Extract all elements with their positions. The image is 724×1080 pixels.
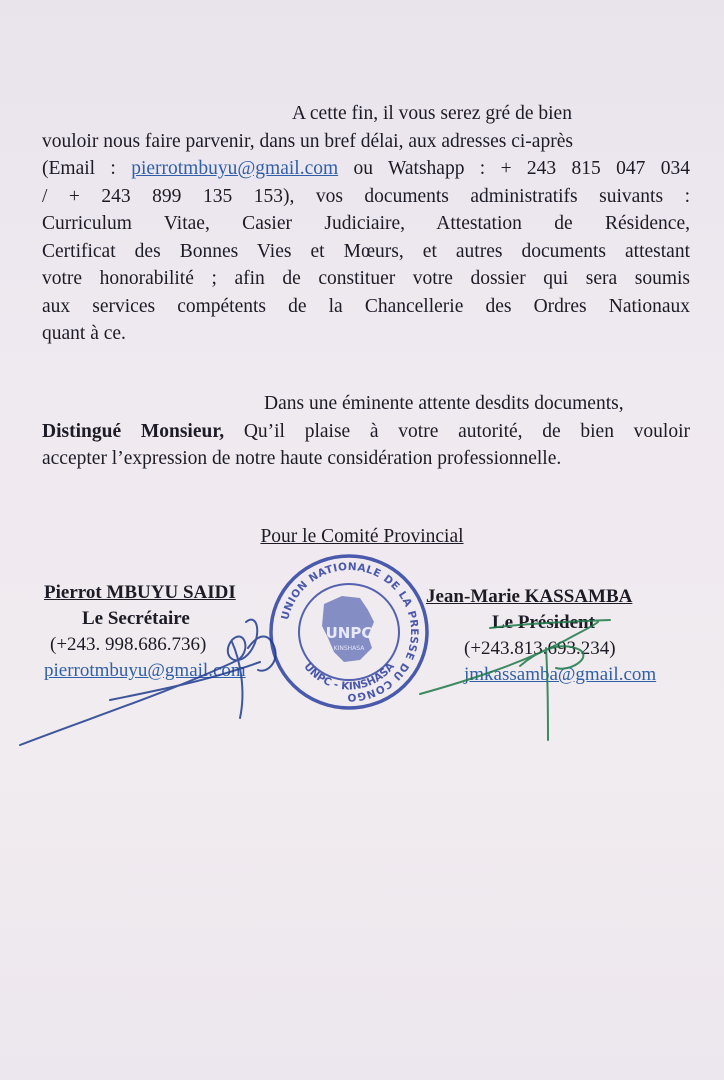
committee-title: Pour le Comité Provincial <box>260 526 464 547</box>
text-line: vouloir nous faire parvenir, dans un bref délai, aux adresses ci-après <box>42 130 573 152</box>
paragraph-request <box>42 100 690 348</box>
text-line: quant à ce. <box>42 323 126 344</box>
text-line: Certificat des Bonnes Vies et Mœurs, et autres documents attestant <box>42 240 690 262</box>
email-link[interactable]: pierrotmbuyu@gmail.com <box>131 158 339 179</box>
signatory-email[interactable]: jmkassamba@gmail.com <box>464 664 657 685</box>
signatory-name: Jean-Marie KASSAMBA <box>426 586 633 607</box>
signatory-email[interactable]: pierrotmbuyu@gmail.com <box>44 660 246 681</box>
paragraph-closing <box>42 390 690 473</box>
text-line: aux services compétents de la Chancellerie des Ordres Nationaux <box>42 295 690 317</box>
signature-block-secretary <box>44 580 284 684</box>
text-line: accepter l’expression de notre haute considération professionnelle. <box>42 448 562 469</box>
signatory-role: Le Secrétaire <box>82 608 190 629</box>
svg-text:UNPC: UNPC <box>325 624 373 642</box>
text-line: Curriculum Vitae, Casier Judiciaire, Attestation de Résidence, <box>42 213 690 234</box>
text-line: votre honorabilité ; afin de constituer votre dossier qui sera soumis <box>42 268 690 289</box>
svg-text:UNPC - KINSHASA: UNPC - KINSHASA <box>301 660 397 693</box>
svg-text:UNION NATIONALE DE LA PRESSE D: UNION NATIONALE DE LA PRESSE DU CONGO <box>279 560 421 704</box>
text-line: Dans une éminente attente desdits documents, <box>264 393 624 414</box>
salutation: Distingué Monsieur, <box>42 420 225 442</box>
signatory-phone: (+243. 998.686.736) <box>50 634 207 655</box>
signatory-role: Le Président <box>492 612 595 633</box>
signatory-phone: (+243.813.693.234) <box>464 638 616 659</box>
text-line: ou Watshapp : + 243 815 047 034 <box>353 158 690 179</box>
svg-text:KINSHASA: KINSHASA <box>333 645 365 652</box>
text-line: Qu’il plaise à votre autorité, de bien vouloir <box>243 420 691 442</box>
signatory-name: Pierrot MBUYU SAIDI <box>44 582 236 603</box>
text-line: (Email : <box>42 158 116 179</box>
signature-block-president <box>426 584 686 688</box>
text-line: A cette fin, il vous serez gré de bien <box>292 103 572 124</box>
official-stamp <box>264 552 434 712</box>
text-line: / + 243 899 135 153), vos documents administratifs suivants : <box>42 185 690 207</box>
